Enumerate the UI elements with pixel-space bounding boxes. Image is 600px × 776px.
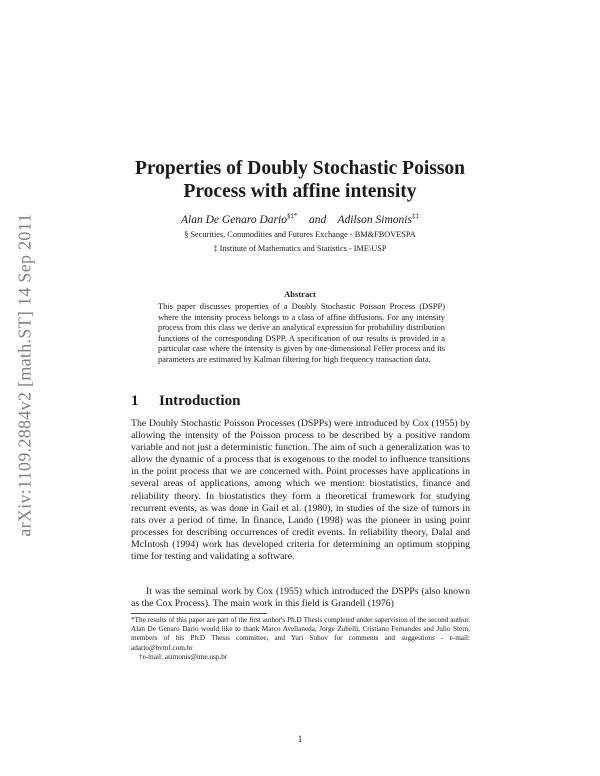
author-conjunction: and xyxy=(308,213,327,226)
page-number: 1 xyxy=(297,735,303,745)
arxiv-id: arXiv:1109.2884v2 [math.ST] 14 Sep 2011 xyxy=(14,213,35,537)
title-line-2: Process with affine intensity xyxy=(183,181,417,202)
footnote-1: *The results of this paper are part of the first author's Ph.D Thesis completed under supervision of the second author. Alan De Genaro Dario would like to thank Marco Avellaneda, Jorge Zubelli, Cristiano Fernandes and Julio Stern, members of his Ph.D Thesis committee, and Yuri Suhov for comments and suggestions - e-mail: adario@bvmf.com.br xyxy=(131,616,470,652)
footnote-rule xyxy=(131,613,267,614)
authors-line xyxy=(0,212,600,226)
affiliation-1: § Securities, Commodities and Futures Exchange - BM&FBOVESPA xyxy=(184,230,416,239)
affiliation-2: ‡ Institute of Mathematics and Statistics - IME\USP xyxy=(213,244,387,253)
section-heading xyxy=(131,393,240,410)
footnote-2: †e-mail: asimonis@ime.usp.br xyxy=(139,653,228,661)
section-title: Introduction xyxy=(159,393,241,409)
title-line-1: Properties of Doubly Stochastic Poisson xyxy=(134,158,466,179)
author-1: Alan De Genaro Dario xyxy=(181,213,287,226)
abstract-text: This paper discusses properties of a Doubly Stochastic Poisson Process (DSPP) where the intensity process belongs to a class of affine diffusions. For any intensity process from this class we derive an analytical expression for probability distribution functions of the corresponding DSPP. A specification of our results is provided in a particular case where the intensity is given by one-dimensional Feller process and its parameters are estimated by Kalman filtering for high frequency transaction data. xyxy=(158,302,445,364)
arxiv-stamp xyxy=(14,186,36,564)
intro-paragraph-2: It was the seminal work by Cox (1955) which introduced the DSPPs (also known as the Cox Process). The main work in this field is Grandell (1976) xyxy=(131,586,470,610)
paper-title xyxy=(0,157,600,203)
author-1-marks: §‡* xyxy=(286,212,298,220)
section-number: 1 xyxy=(131,393,139,409)
abstract-heading: Abstract xyxy=(284,289,316,299)
author-2: Adilson Simonis xyxy=(337,213,412,226)
intro-paragraph-1: The Doubly Stochastic Poisson Processes (DSPPs) were introduced by Cox (1955) by allowing the intensity of the Poisson process to be described by a positive random variable and not just a deterministic function. The aim of such a generalization was to allow the dynamic of a process that is exogenous to the model to influence transitions in the point process that we are concerned with. Point processes have applications in several areas of applications, among which we mention: biostatistics, finance and reliability theory. In biostatistics they form a theoretical framework for studying recurrent events, as was done in Gail et al. (1980), in studies of the size of tumors in rats over a period of time. In finance, Lando (1998) was the pioneer in using point processes for describing occurrences of credit events. In reliability theory, Dalal and McIntosh (1994) work has developed criteria for determining an optimum stopping time for testing and validating a software. xyxy=(131,418,470,563)
author-2-marks: ‡‡ xyxy=(411,212,419,220)
